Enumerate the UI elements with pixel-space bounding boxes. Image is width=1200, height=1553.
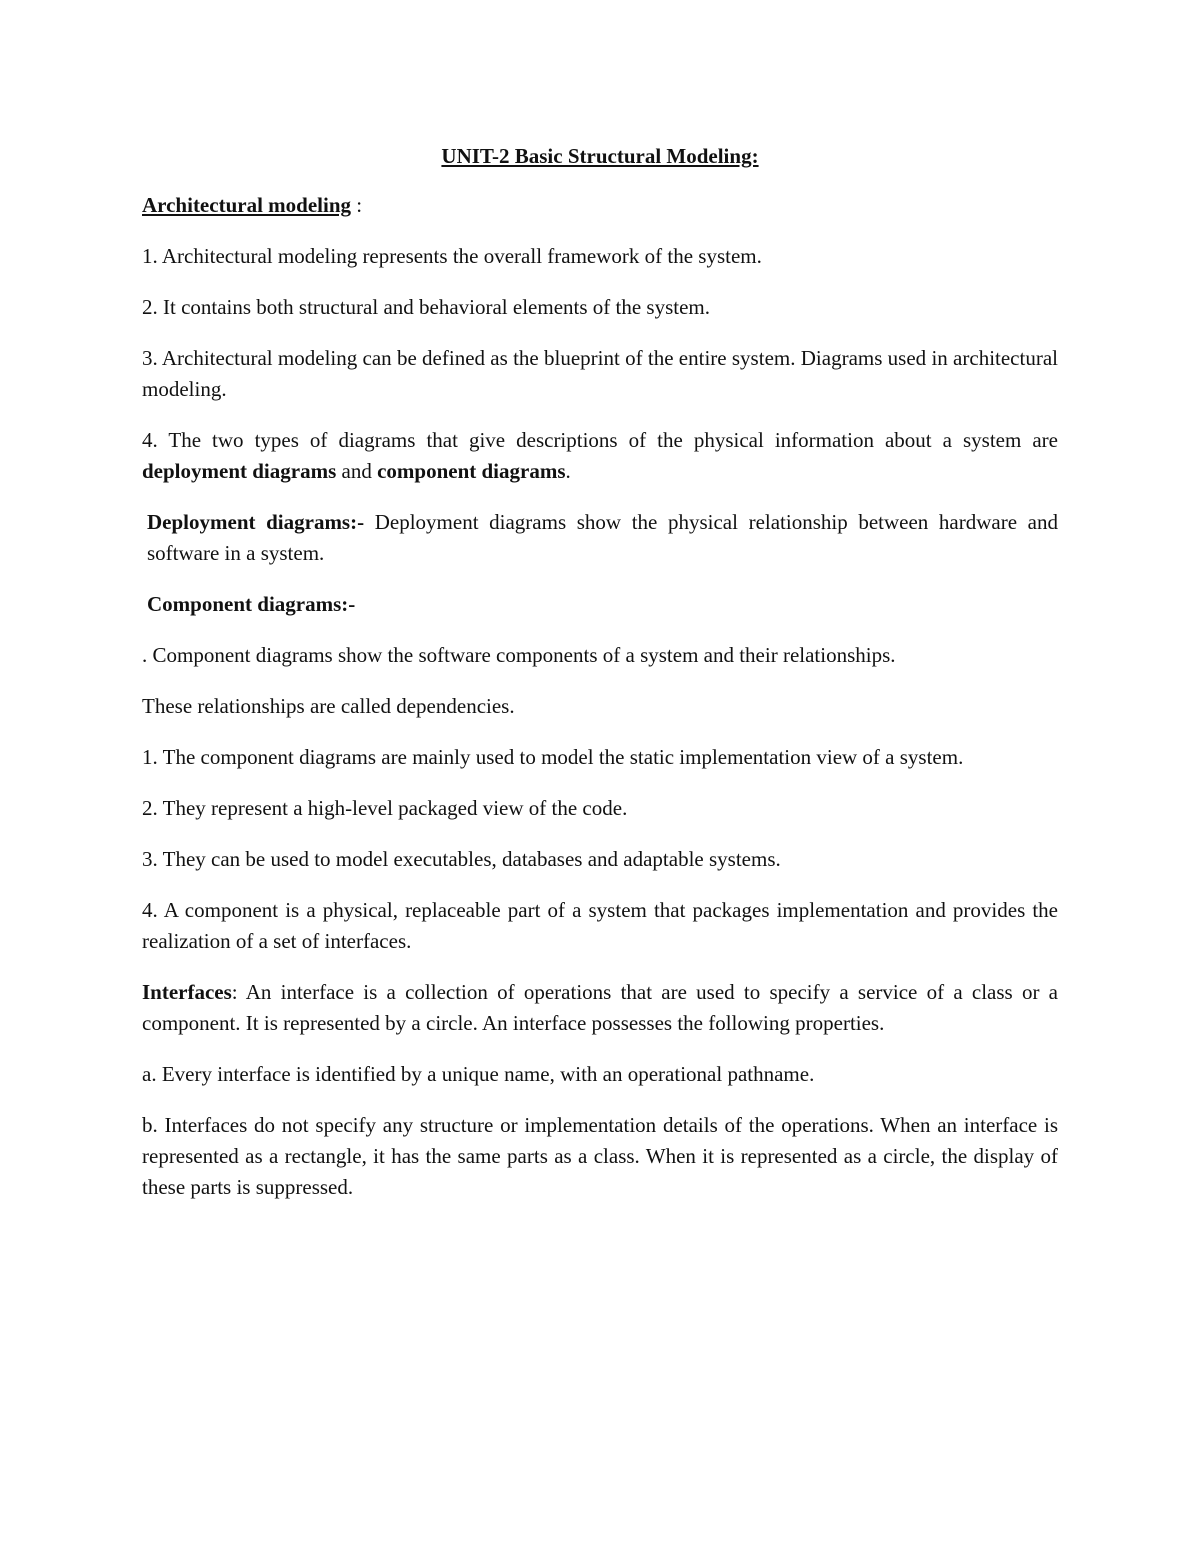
component-line-1: . Component diagrams show the software components of a system and their relationships. xyxy=(142,643,896,667)
component-heading-text: Component diagrams:- xyxy=(147,592,356,616)
arch-point-3: 3. Architectural modeling can be defined as the blueprint of the entire system. Diagrams used in architectural modeling. xyxy=(142,346,1058,401)
component-point-3: 3. They can be used to model executables, databases and adaptable systems. xyxy=(142,847,781,871)
arch-point-2: 2. It contains both structural and behavioral elements of the system. xyxy=(142,295,711,319)
arch-point-1: 1. Architectural modeling represents the overall framework of the system. xyxy=(142,244,762,268)
component-point-4: 4. A component is a physical, replaceable part of a system that packages implementation and provides the realization of a set of interfaces. xyxy=(142,898,1058,953)
interfaces-text: : An interface is a collection of operations that are used to specify a service of a class or a component. It is represented by a circle. An interface possesses the following properties. xyxy=(142,980,1058,1035)
component-diagrams-term: component diagrams xyxy=(377,459,566,483)
architectural-heading-text: Architectural modeling xyxy=(142,193,351,217)
page-title: UNIT-2 Basic Structural Modeling: xyxy=(441,144,759,168)
arch-point-4-suffix: . xyxy=(565,459,571,483)
deployment-diagrams-term: deployment diagrams xyxy=(142,459,337,483)
architectural-heading-suffix: : xyxy=(351,193,363,217)
deployment-text: Deployment diagrams show the physical relationship between hardware and software in a system. xyxy=(147,510,1058,565)
component-point-1: 1. The component diagrams are mainly used to model the static implementation view of a system. xyxy=(142,745,964,769)
section-heading-architectural xyxy=(142,190,1058,221)
arch-point-4-prefix: 4. The two types of diagrams that give descriptions of the physical information about a system are xyxy=(142,428,1058,452)
arch-point-4-mid: and xyxy=(336,459,378,483)
arch-point-4 xyxy=(142,425,1058,487)
interfaces-paragraph xyxy=(142,977,1058,1039)
interfaces-label: Interfaces xyxy=(142,980,232,1004)
deployment-label: Deployment diagrams:- xyxy=(147,510,365,534)
component-line-2: These relationships are called dependencies. xyxy=(142,694,515,718)
document-body xyxy=(142,141,1058,1223)
component-point-2: 2. They represent a high-level packaged view of the code. xyxy=(142,796,628,820)
property-b: b. Interfaces do not specify any structure or implementation details of the operations. When an interface is represented as a rectangle, it has the same parts as a class. When it is represented as a circle, the display of these parts is suppressed. xyxy=(142,1113,1058,1199)
deployment-paragraph xyxy=(142,507,1058,569)
property-a: a. Every interface is identified by a unique name, with an operational pathname. xyxy=(142,1062,815,1086)
component-heading xyxy=(142,589,1058,620)
